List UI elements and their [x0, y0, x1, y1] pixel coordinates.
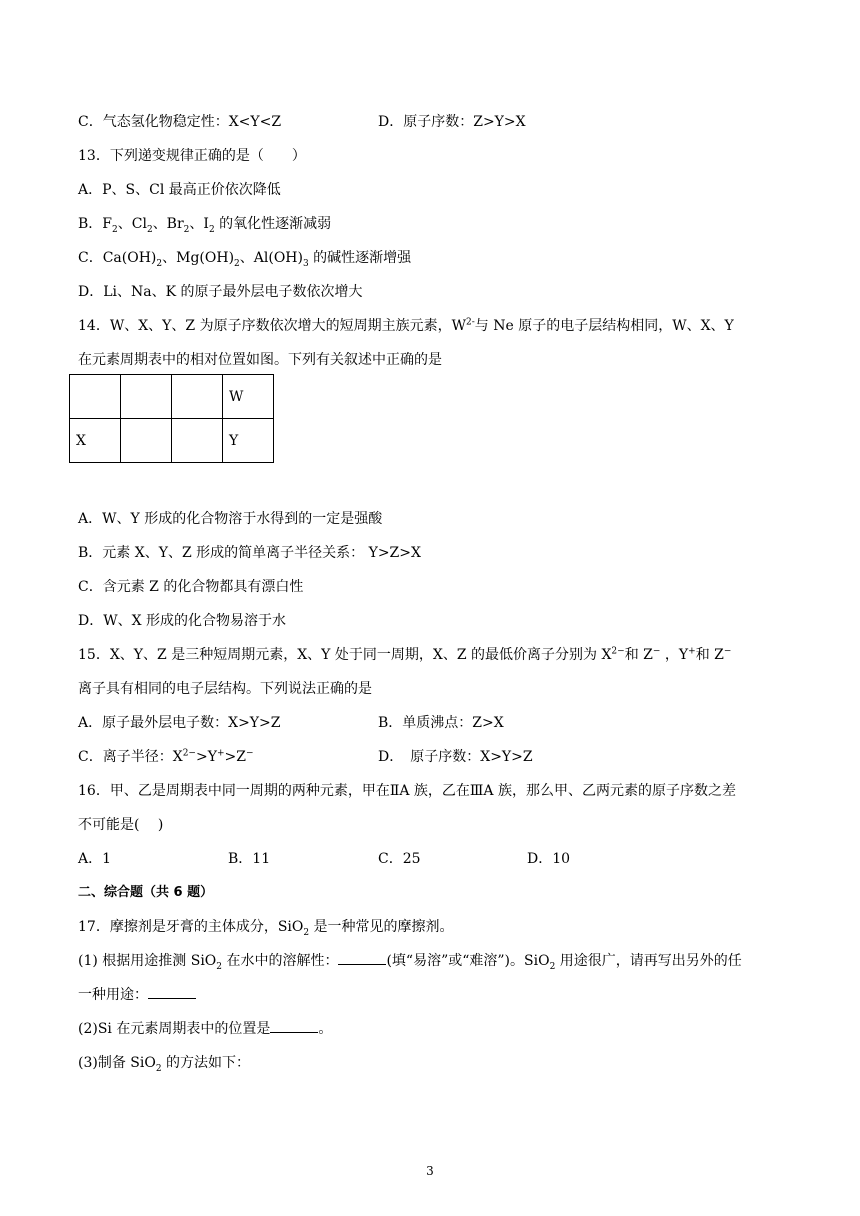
q17-part2: (2)Si 在元素周期表中的位置是 。 — [78, 1021, 333, 1037]
table-row — [70, 375, 274, 419]
q13-stem: 13．下列递变规律正确的是（ ） — [78, 148, 306, 164]
q17-part3: (3)制备 SiO$_2$ 的方法如下： — [78, 1055, 251, 1074]
section-title: 二、综合题（共 6 题） — [78, 885, 214, 900]
q16-option-a: A．1 — [78, 851, 112, 867]
q16-stem-line1: 16．甲、乙是周期表中同一周期的两种元素，甲在ⅡA 族，乙在ⅢA 族，那么甲、乙两元素的原子序数之差 — [78, 783, 736, 799]
q13-option-a: A．P、S、Cl 最高正价依次降低 — [78, 182, 281, 198]
table-cell: W — [223, 375, 274, 419]
table-cell: Y — [223, 419, 274, 463]
table-cell — [172, 375, 223, 419]
table-cell — [121, 375, 172, 419]
q14-option-b: B．元素 X、Y、Z 形成的简单离子半径关系： Y>Z>X — [78, 545, 421, 561]
q14-stem-line2: 在元素周期表中的相对位置如图。下列有关叙述中正确的是 — [78, 352, 442, 368]
q17-part1-line1: (1) 根据用途推测 SiO$_2$ 在水中的溶解性： (填“易溶”或“难溶”)。SiO$_2$ 用途很广，请再写出另外的任 — [78, 953, 742, 972]
q14-option-a: A．W、Y 形成的化合物溶于水得到的一定是强酸 — [78, 511, 383, 527]
q14-stem-line1: 14．W、X、Y、Z 为原子序数依次增大的短周期主族元素，$W^{2-}$与 Ne 原子的电子层结构相同，W、X、Y — [78, 317, 734, 334]
page-number: 3 — [426, 1164, 434, 1178]
q15-option-d: D． 原子序数：X>Y>Z — [378, 749, 533, 765]
q13-option-b: B．$F_2$、$Cl_2$、$Br_2$、$I_2$ 的氧化性逐渐减弱 — [78, 216, 332, 235]
q15-stem-line2: 离子具有相同的电子层结构。下列说法正确的是 — [78, 681, 372, 697]
table-cell — [70, 375, 121, 419]
q17-stem: 17．摩擦剂是牙膏的主体成分，SiO$_2$ 是一种常见的摩擦剂。 — [78, 919, 454, 938]
table-cell — [172, 419, 223, 463]
q15-option-b: B．单质沸点：Z>X — [378, 715, 504, 731]
q12-option-d: D．原子序数：Z>Y>X — [378, 114, 526, 130]
periodic-position-table — [69, 374, 274, 463]
q14-option-d: D．W、X 形成的化合物易溶于水 — [78, 613, 287, 629]
q15-option-c: C．离子半径：$X^{2-}>Y^+>Z^-$ — [78, 748, 254, 765]
table-row — [70, 419, 274, 463]
q13-option-c: C．$Ca(OH)_2$、$Mg(OH)_2$、$Al(OH)_3$ 的碱性逐渐增强 — [78, 250, 412, 269]
q15-option-a: A．原子最外层电子数：X>Y>Z — [78, 715, 281, 731]
answer-blank[interactable] — [148, 986, 196, 999]
answer-blank[interactable] — [270, 1020, 318, 1033]
q16-option-d: D．10 — [527, 851, 571, 867]
q15-stem-line1: 15．X、Y、Z 是三种短周期元素，X、Y 处于同一周期，X、Z 的最低价离子分别为 $X^{2-}$和 Z− ，Y+和 Z− — [78, 646, 732, 663]
q16-stem-line2: 不可能是( ) — [78, 817, 164, 833]
q13-option-d: D．Li、Na、K 的原子最外层电子数依次增大 — [78, 284, 363, 300]
q12-option-c: C．气态氢化物稳定性：X<Y<Z — [78, 114, 282, 130]
q16-option-b: B．11 — [228, 851, 271, 867]
table-cell: X — [70, 419, 121, 463]
answer-blank[interactable] — [338, 952, 386, 965]
q14-option-c: C．含元素 Z 的化合物都具有漂白性 — [78, 579, 304, 595]
table-cell — [121, 419, 172, 463]
q16-option-c: C．25 — [378, 851, 421, 867]
q17-part1-line2: 一种用途： — [78, 986, 196, 1004]
